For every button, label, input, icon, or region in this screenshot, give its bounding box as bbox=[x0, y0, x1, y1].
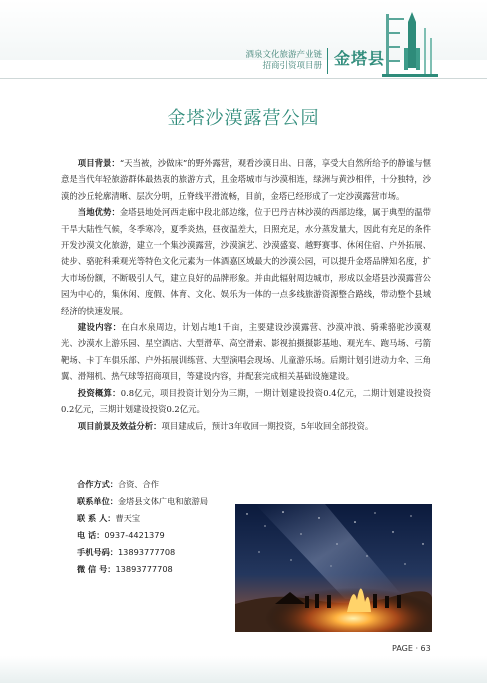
contact-label: 联系单位： bbox=[77, 496, 118, 506]
contact-row-mobile bbox=[77, 544, 227, 561]
contact-label: 手机号码： bbox=[77, 547, 118, 557]
contact-label: 合作方式： bbox=[77, 479, 118, 489]
desert-campfire-photo bbox=[235, 504, 432, 632]
page-number: PAGE · 63 bbox=[392, 644, 431, 653]
paragraph-label: 项目前景及效益分析： bbox=[77, 420, 162, 431]
header-line-1: 酒泉文化旅游产业链 bbox=[245, 50, 322, 60]
contact-row-unit bbox=[77, 493, 227, 510]
paragraph-background bbox=[61, 155, 431, 204]
contact-label: 电 话： bbox=[77, 530, 105, 540]
rocket-launch-tower-icon bbox=[380, 8, 440, 80]
paragraph-text: 项目建成后，预计3年收回一期投资，5年收回全部投资。 bbox=[161, 420, 374, 431]
paragraph-investment bbox=[61, 385, 431, 418]
body-text bbox=[61, 155, 431, 434]
header-line-2: 招商引资项目册 bbox=[262, 61, 322, 71]
footer-band bbox=[0, 656, 487, 683]
header-brand: 金塔县 bbox=[334, 49, 386, 68]
paragraph-text: 0.8亿元，项目投资计划分为三期，一期计划建设投资0.4亿元，二期计划建设投资0.2亿元，三期计划建设投资0.2亿元。 bbox=[61, 387, 432, 415]
paragraph-label: 当地优势： bbox=[77, 207, 120, 218]
paragraph-advantages bbox=[61, 204, 431, 319]
paragraph-construction bbox=[61, 319, 431, 385]
contact-row-wechat bbox=[77, 561, 227, 578]
contact-row-phone bbox=[77, 527, 227, 544]
contact-info bbox=[77, 476, 227, 578]
paragraph-text: 金塔县地处河西走廊中段北部边缘，位于巴丹吉林沙漠的西部边缘，属于典型的温带干旱大陆性气候，冬季寒冷，夏季炎热，昼夜温差大，日照充足，水分蒸发量大，因此有充足的条件开发沙漠文化旅游，建立一个集沙漠露营，沙漠演艺、沙漠盛宴、越野赛事、休闲住宿、户外拓展、徒步、骆驼科乘观光等特色文化元素为一体酒嘉区域最大的沙漠公园，可以提升金塔品牌知名度，扩大市场份额，不断吸引人气，建立良好的品牌形象。并由此辐射周边城市，形成以金塔县沙漠露营公园为中心的，集休闲、度假、体育、文化、娱乐为一体的一点多线旅游资源整合路线，带动整个县域经济的快速发展。 bbox=[61, 207, 432, 316]
contact-value: 合资、合作 bbox=[117, 479, 159, 489]
contact-value: 13893777708 bbox=[117, 547, 176, 557]
contact-label: 微 信 号： bbox=[77, 564, 116, 574]
contact-row-cooperation bbox=[77, 476, 227, 493]
page-title: 金塔沙漠露营公园 bbox=[167, 108, 320, 129]
contact-value: 金塔县文体广电和旅游局 bbox=[117, 496, 209, 506]
header-rule bbox=[0, 78, 487, 79]
campfire-scene-image bbox=[235, 504, 432, 632]
paragraph-prospects bbox=[61, 418, 431, 434]
contact-value: 0937-4421379 bbox=[104, 530, 165, 540]
paragraph-label: 投资概算： bbox=[77, 387, 121, 398]
paragraph-text: “天当被，沙做床”的野外露营，观看沙漠日出、日落，享受大自然所给予的静谧与惬意是当代年轻旅游群体最热衷的旅游方式，且金塔城市与沙漠相连，绿洲与黄沙相伴，十分独特，沙漠的沙丘轮廓清晰、层次分明，丘脊线平滑流畅，目前，金塔已经形成了一定沙漠露营市场。 bbox=[61, 158, 432, 201]
contact-value: 13893777708 bbox=[115, 564, 173, 574]
paragraph-label: 建设内容： bbox=[77, 322, 122, 333]
paragraph-label: 项目背景： bbox=[77, 158, 120, 168]
contact-row-person bbox=[77, 510, 227, 527]
contact-label: 联 系 人： bbox=[77, 513, 116, 523]
header-text bbox=[245, 50, 322, 72]
paragraph-text: 在白水泉周边，计划占地1千亩，主要建设沙漠露营、沙漠冲浪、骑乘骆驼沙漠观光、沙漠水上游乐园、星空酒店、大型滑草、高空滑索、影视拍摄摄影基地、观光车、跑马场、弓箭靶场、卡丁车俱乐部、户外拓展训练营、大型演唱会现场、儿童游乐场。后期计划引进动力伞、三角翼、滑翔机、热气球等招商项目，等建设内容，并配套完成相关基础设施建设。 bbox=[61, 322, 431, 382]
contact-value: 曹天宝 bbox=[115, 513, 141, 523]
header-divider bbox=[327, 48, 328, 74]
